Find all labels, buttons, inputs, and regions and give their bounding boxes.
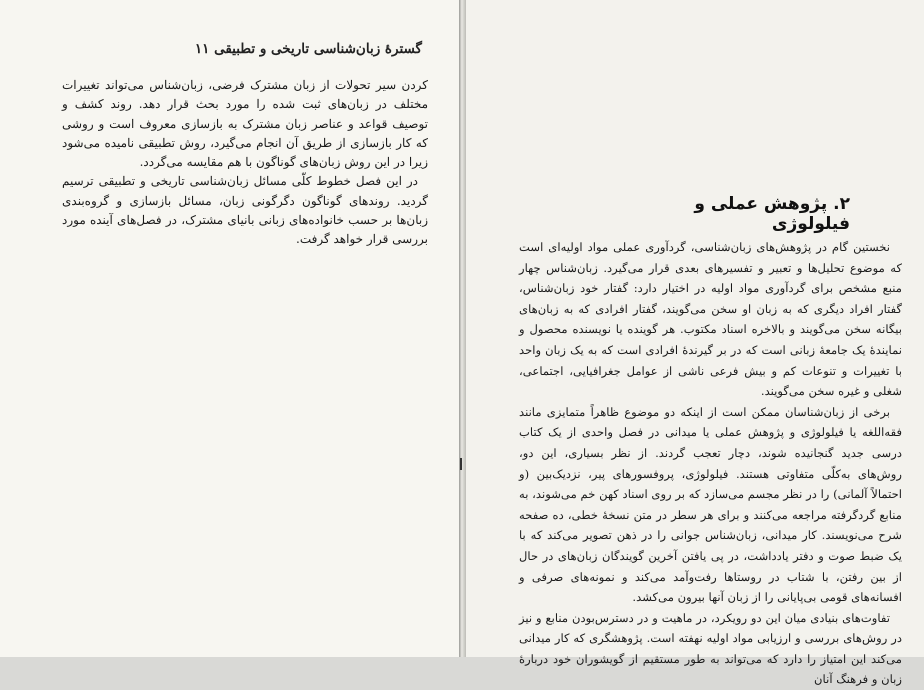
left-page bbox=[0, 0, 459, 657]
paragraph: تفاوت‌های بنیادی میان این دو رویکرد، در ماهیت و در دسترس‌بودن منابع و نیز در روش‌های بررسی و ارزیابی مواد اولیه نهفته است. پژوهشگری که کار میدانی می‌کند این امتیاز را دارد که می‌تواند به طور مستقیم از گویشوران خود دربارهٔ زبان و فرهنگ آنان bbox=[519, 610, 902, 687]
paragraph: کردن سیر تحولات از زبان مشترک فرضی، زبان‌شناس می‌تواند تغییرات مختلف در زبان‌های ثبت شده را مورد بحث قرار دهد. روند کشف و توصیف قواعد و عناصر زبان مشترک به بازسازی معروف است و روشی که کار بازسازی از طریق آن انجام می‌گیرد، روش تطبیقی نامیده می‌شود زیرا در این روش زبان‌های گوناگون با هم مقایسه می‌گردد. bbox=[62, 78, 428, 170]
section-title: ۲. پژوهش عملی و فیلولوژی bbox=[694, 194, 850, 234]
book-gutter bbox=[459, 0, 466, 657]
running-header bbox=[62, 41, 422, 57]
paragraph: برخی از زبان‌شناسان ممکن است از اینکه دو موضوع ظاهراً متمایزی مانند فقه‌اللغه یا فیلولوژی و پژوهش عملی یا میدانی در فصل واحدی از یک کتاب درسی جدید گنجانیده شوند، دچار تعجب گردند. از نظر بسیاری، این دو، روش‌های به‌کلّی متفاوتی هستند. فیلولوژی، پروفسورهای پیر، نزدیک‌بین (و احتمالاً آلمانی) را در نظر مجسم می‌سازد که بر روی اسناد کهن خم می‌شوند، به منابع گردگرفته مراجعه می‌کنند و برای هر سطر در متن نسخهٔ خطی، ده صفحه شرح می‌نویسند. کار میدانی، زبان‌شناس جوانی را در ذهن تصویر می‌کند که با یک ضبط صوت و دفتر یادداشت، در پی یافتن آخرین گویندگان زبان‌های در حال از بین رفتن، با شتاب در روستاها رفت‌وآمد می‌کند و نمونه‌های صرفی و افسانه‌های قومی بی‌پایانی را از زبان آنها بیرون می‌کشد. bbox=[519, 404, 902, 605]
paragraph: نخستین گام در پژوهش‌های زبان‌شناسی، گردآوری عملی مواد اولیه‌ای است که موضوع تحلیل‌ها و تعبیر و تفسیرهای بعدی قرار می‌گیرد. زبان‌شناس چهار منبع مشخص برای گردآوری مواد اولیه در اختیار دارد: گفتار خود زبان‌شناس، گفتار افراد دیگری که به زبان او سخن می‌گویند، گفتار افرادی که به زبان‌های بیگانه سخن می‌گویند و بالاخره اسناد مکتوب. هر گوینده یا نویسنده محصول و نمایندهٔ یک جامعهٔ زبانی است که در بر گیرندهٔ افرادی است که به یک زبان واحد با تغییرات و تنوعات کم و بیش فرعی ناشی از عوامل جغرافیایی، اجتماعی، شغلی و غیره سخن می‌گویند. bbox=[519, 240, 902, 399]
paragraph: در این فصل خطوط کلّی مسائل زبان‌شناسی تاریخی و تطبیقی ترسیم گردید. روندهای گوناگون دگرگونی زبان، مسائل بازسازی و گروه‌بندی زبان‌ها بر حسب خانواده‌های زبانی بانیای مشترک، در فصل‌های آینده مورد بررسی قرار خواهد گرفت. bbox=[62, 174, 428, 247]
right-page bbox=[466, 0, 924, 687]
page-number: ۱۱ bbox=[194, 41, 210, 57]
right-page-body bbox=[519, 237, 902, 690]
page-edge-mark bbox=[460, 458, 462, 470]
header-title: گسترهٔ زبان‌شناسی تاریخی و تطبیقی bbox=[214, 41, 422, 57]
left-page-body bbox=[62, 76, 428, 250]
